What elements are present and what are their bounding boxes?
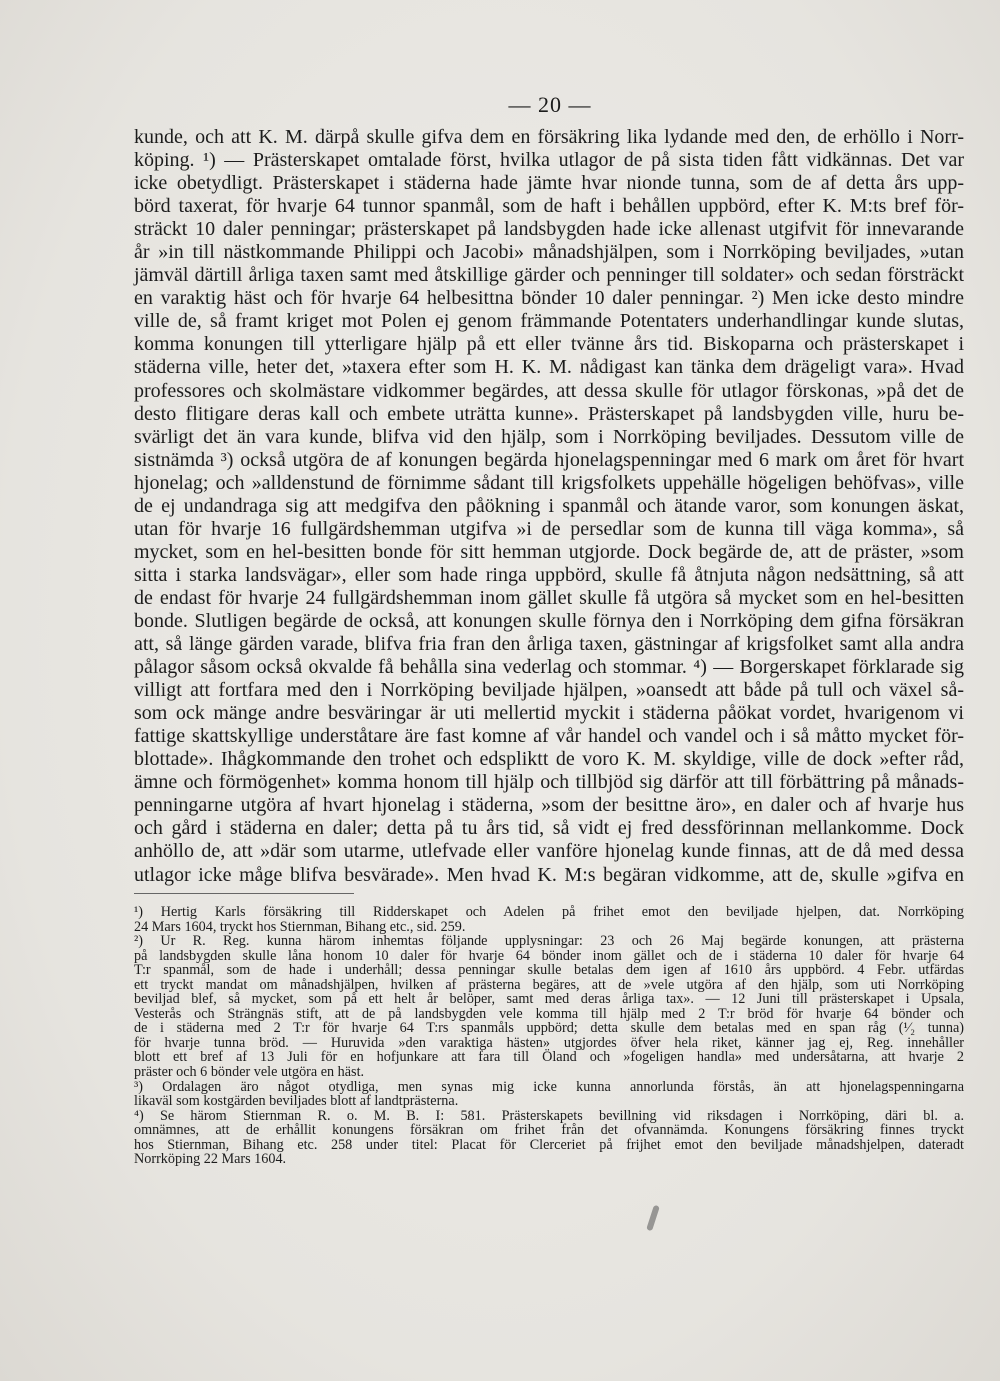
text-line: sistnämda ³) också utgöra de af konungen begärda hjonelagspenningar med 6 mark om året för hvart xyxy=(134,448,964,471)
text-line: penningarne utgöra af hvart hjonelag i städerna, »som der besittne äro», en daler och af hvarje hus xyxy=(134,794,964,817)
text-line: köping. ¹) — Prästerskapet omtalade först, hvilka utlagor de på sista tiden fått vidkännas. Det var xyxy=(134,149,964,172)
text-line: städerna ville, heter det, »taxera efter som H. K. M. nådigast kan tänka dem drägeligt vara». Hvad xyxy=(134,356,964,379)
text-line: desto flitigare deras kall och embete uträtta kunne». Prästerskapet på landsbygden ville, huru be- xyxy=(134,402,964,425)
text-line: bonde. Slutligen begärde de också, att konungen skulle förnya den i Norrköping dem gifna försäkran xyxy=(134,609,964,632)
text-line: hjonelag; och »alldenstund de förnimme sådant till krigsfolkets uppehälle högeligen behöfvas», ville xyxy=(134,471,964,494)
text-line: ämne och förmögenhet» komma honom till hjälp och tillbjöd sig därför att till förbättring på månads- xyxy=(134,771,964,794)
footnote-line: likaväl som kostgärden beviljades blott af landtprästerna. xyxy=(134,1093,459,1110)
footnote-line: Norrköping 22 Mars 1604. xyxy=(134,1151,287,1168)
text-line: mycket, som en hel-besitten bonde för sitt hemman utgjorde. Dock begärde de, att de präster, »som xyxy=(134,540,964,563)
text-line: icke obetydligt. Prästerskapet i städerna hade jämte hvar nionde tunna, som de af detta års upp- xyxy=(134,172,964,195)
text-line: och gård i städerna en daler; detta på tu års tid, så vidt ej fred dessförinnan mellankomme. Dock xyxy=(134,817,964,840)
footnote-line: 24 Mars 1604, tryckt hos Stiernman, Bihang etc., sid. 259. xyxy=(134,918,466,935)
main-text-block xyxy=(134,126,964,887)
text-line: fattige skattskyllige underståtare äre fast komne af vår handel och vandel och i så måtto mycket för- xyxy=(134,725,964,748)
text-line: professores och skolmästare vidkommer begärdes, att dessa skulle för utlagor förskonas, »på det de xyxy=(134,379,964,402)
text-line: de endast för hvarje 24 fullgärdshemman inom gället skulle få utgöra så mycket som en hel-besitten xyxy=(134,586,964,609)
footnote-line: på landsbygden skulle låna honom 10 daler för hvarje 64 bönder inom gället och de i städerna 10 daler för hvarje 64 xyxy=(134,947,964,964)
page-number: — 20 — xyxy=(508,92,592,117)
text-line: pålagor såsom också okvalde få behålla sina vederlag och stommar. ⁴) — Borgerskapet förklarade sig xyxy=(134,656,964,679)
text-line: utlagor icke måge blifva besvärade». Men hvad K. M:s begäran vidkomme, att de, skulle »gifva en xyxy=(134,863,964,886)
text-line: kunde, och att K. M. därpå skulle gifva dem en försäkring lika lydande med den, de erhöllo i Norr- xyxy=(134,126,964,148)
text-line: sitta i starka landsvägar», eller som hade ringa uppbörd, skulle få åtnjuta någon nedsättning, så att xyxy=(134,563,964,586)
footnote-line: omnämnes, att de erhållit konungens försäkran om frihet från det ofvannämda. Konungens försäkring finnes tryckt xyxy=(134,1122,964,1139)
text-line: svärligt det än vara kunde, blifva vid den hjälp, som i Norrköping beviljades. Dessutom ville de xyxy=(134,425,964,448)
text-line: anhöllo de, att »där som utarme, utlefvade eller vanföre hjonelag kunde finnas, att de då med dessa xyxy=(134,840,964,863)
text-line: en varaktig häst och för hvarje 64 helbesittna bönder 10 daler penningar. ²) Men icke desto mindre xyxy=(134,287,964,310)
text-line: som ock mänge andre besväringar är uti mellertid myckit i städerna påökat vordet, hvarigenom vi xyxy=(134,702,964,725)
footnote-line: för hvarje tunna bröd. — Huruvida »den varaktiga hästen» utgjordes öfver hela riket, känner jag ej, Reg. innehåller xyxy=(134,1034,964,1051)
footnote-line: beviljad blef, så mycket, som på ett helt år belöper, samt med deras årliga tax». — 12 Juni till prästerskapet i Upsala, xyxy=(134,991,964,1008)
footnote-line: ¹) Hertig Karls försäkring till Ridderskapet och Adelen på frihet emot den beviljade hjelpen, dat. Norrköping xyxy=(134,904,964,920)
text-line: komma konungen till ytterligare hjälp på ett eller tvänne års tid. Biskoparna och prästerskapet i xyxy=(134,333,964,356)
text-line: blottade». Ihågkommande den trohet och edspliktt de voro K. M. skyldige, ville de dock »efter råd, xyxy=(134,748,964,771)
text-line: jämväl därtill årliga taxen samt med åtskillige gärder och penninger till soldater» och sedan försträckt xyxy=(134,264,964,287)
text-line: ville de, så framt kriget mot Polen ej genom främmande Potentaters underhandlingar kunde slutas, xyxy=(134,310,964,333)
text-line: år »in till nästkommande Philippi och Jacobi» månadshjälpen, som i Norrköping beviljades, »utan xyxy=(134,241,964,264)
text-line: utan för hvarje 16 fullgärdshemman utgifva »i de persedlar som de kunna till väga komma», så xyxy=(134,517,964,540)
text-line: villigt att fortfara med den i Norrköping beviljade hjälpen, »oansedt att både på tull och växel så- xyxy=(134,679,964,702)
footnote-line: ⁴) Se härom Stiernman R. o. M. B. I: 581. Prästerskapets bevillning vid riksdagen i Norrköping, däri bl. a. xyxy=(134,1107,964,1124)
text-line: att, så länge gärden varade, blifva fria fran den årliga taxen, gästningar af krigsfolket samt alla andra xyxy=(134,633,964,656)
footnote-line: Vesterås och Strängnäs stift, att de på landsbygden vele komma till hjälp med 2 T:r bröd för hvarje 64 bönder och xyxy=(134,1005,964,1022)
footnote-line: T:r spanmål, som de hade i underhåll; dessa penningar skulle betalas dem igen af 1610 års uppbörd. 4 Febr. utfärdas xyxy=(134,962,964,979)
footnote-line: de i städerna med 2 T:r för hvarje 64 T:rs spanmåls uppbörd; detta skulle dem betalas med en span råg (¹⁄₂ tunna) xyxy=(134,1020,964,1037)
footnote-line: ²) Ur R. Reg. kunna härom inhemtas följande upplysningar: 23 och 26 Maj begärde konungen, att prästerna xyxy=(134,933,964,950)
footnote-line: ³) Ordalagen äro något otydliga, men synas mig icke kunna annorlunda förstås, än att hjonelagspenningarna xyxy=(134,1078,964,1095)
footnotes-block xyxy=(134,905,964,1167)
footnote-line: blott ett bref af 13 Juli för en hofjunkare att fara till Öland och »fogeligen handla» med undersåtarna, att hvarje 2 xyxy=(134,1049,964,1066)
text-line: sträckt 10 daler penningar; prästerskapet på landsbygden hade icke allenast utgifvit för innevarande xyxy=(134,218,964,241)
text-line: de ej undandraga sig att medgifva den påökning i spanmål och ätande varor, som konungen äskat, xyxy=(134,494,964,517)
ink-mark xyxy=(646,1205,660,1232)
text-line: börd taxerat, för hvarje 64 tunnor spanmål, som de haft i behållen uppbörd, efter K. M:ts bref för- xyxy=(134,195,964,218)
footnote-line: ett tryckt mandat om månadshjälpen, hvilken af prästerna begäres, att de »vele utgöra af den hjälp, som uti Norrköping xyxy=(134,976,964,993)
footnote-line: hos Stiernman, Bihang etc. 258 under titel: Placat för Clerceriet på frijhet emot den beviljade månadshjelpen, dateradt xyxy=(134,1136,964,1153)
footnote-divider xyxy=(134,893,354,894)
footnote-line: präster och 6 bönder vele utgöra en häst. xyxy=(134,1064,365,1081)
